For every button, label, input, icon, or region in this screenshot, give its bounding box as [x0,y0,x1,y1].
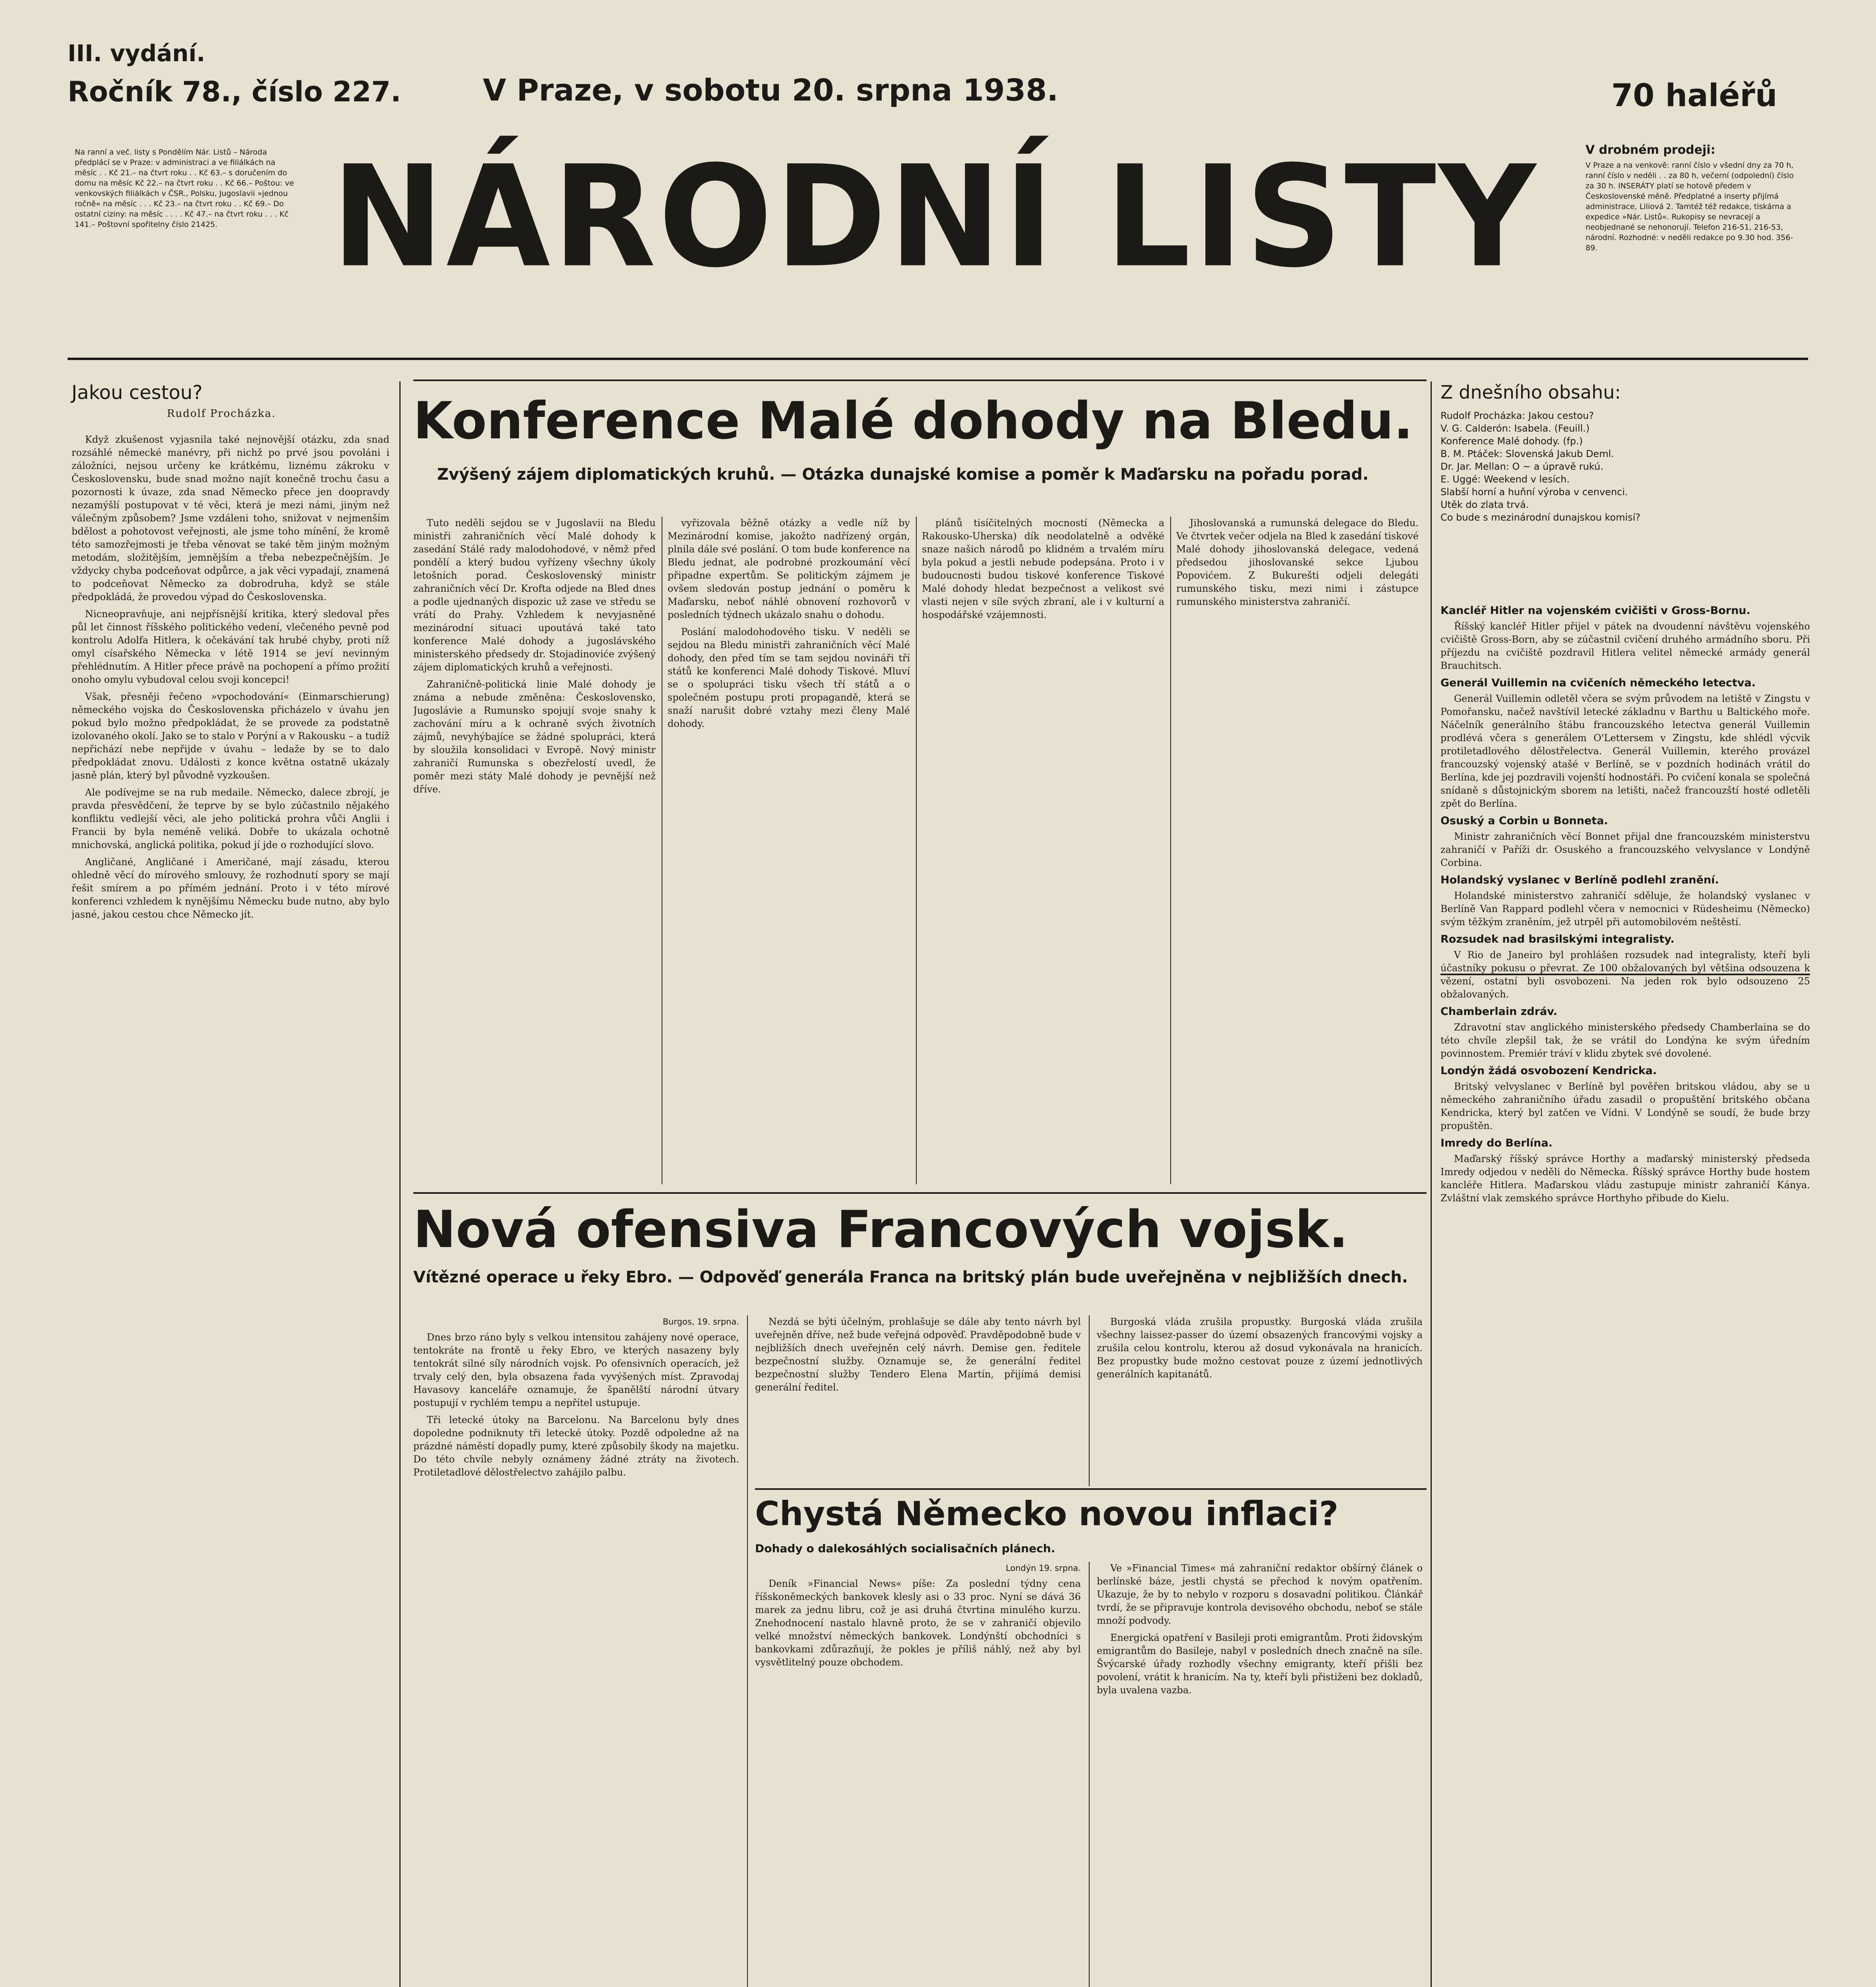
conference-column [668,517,910,1184]
inflation-paragraph: Ve »Financial Times« má zahraniční redaktor obšírný článek o berlínské báze, jestli chystá se přechod k novým opatřením. Ukazuje, že by to nebylo v rozporu s dosavadní politikou. Článkář tvrdí, že se připravuje kontrola devisového obchodu, neboť se stále množí podvody. [1097,1563,1423,1626]
offensive-paragraph: Dnes brzo ráno byly s velkou intensitou zahájeny nové operace, tentokráte na frontě u řeky Ebro, ve kterých nasazeny byly tentokrát silné síly národních vojsk. Po ofensivních operacích, jež trvaly celý den, byla obsazena řada vyvýšených míst. Zpravodaj Havasovy kanceláře oznamuje, že španělští národní útvary postupují v rychlém tempu a nepřítel ustupuje. [413,1332,739,1408]
subscription-box: Na ranní a več. listy s Pondělím Nár. Listů – Národa předplácí se v Praze: v administraci a ve filiálkách na měsíc . . Kč 21.– na čtvrt roku . . Kč 63.– s doručením do domu na měsíc Kč 22.– na čtvrt roku . . Kč 66.– Poštou: ve venkovských filiálkách v ČSR., Polsku, Jugoslavii »jednou ročně« na měsíc . . . Kč 23.– na čtvrt roku . . Kč 69.– Do ostatní ciziny: na měsíc . . . . Kč 47.– na čtvrt roku . . . Kč 141.– Poštovní spořitelny číslo 21425. [75,148,294,229]
contents-item[interactable]: Dr. Jar. Mellan: O ~ a úpravě rukú. [1440,461,1603,472]
editorial-paragraph: Když zkušenost vyjasnila také nejnovější otázku, zda snad rozsáhlé německé manévry, při nichž po prvé jsou povoláni i záložníci, nejsou určeny ke krátkému, liznému zákroku v Československu, bude snad možno najít konečně trochu času a pozornosti k úvaze, zda snad Německo přece jen doopravdy nezamýšlí postupovat v té věci, která je mezi námi, jiným než válečným způsobem? Jsme vzdáleni toho, snižovat v nejmenším bdělost a pohotovost veřejnosti, ale jsme toho mínění, že kromě této samozřejmosti je třeba věnovat se také těm jiným možným metodám, složitějším, jemnějším a třeba nebezpečnějším. Je vždycky chyba podceňovat odpůrce, a jak věci vypadají, znamená to podceňovat Německo za dobrodruha, když se stále předpokládá, že provedou výpad do Československa. [72,434,389,602]
conference-column [413,517,656,1184]
contents-item[interactable]: V. G. Calderón: Isabela. (Feuill.) [1440,423,1590,434]
contents-item[interactable]: Rudolf Procházka: Jakou cestou? [1440,410,1594,421]
contents-item[interactable]: Slabší horní a huňní výroba v cenvenci. [1440,486,1628,498]
editorial-title: Jakou cestou? [72,382,203,404]
brief-title: Holandský vyslanec v Berlíně podlehl zranění. [1440,874,1719,886]
brief-text: Generál Vuillemin odletěl včera se svým průvodem na letiště v Zingstu v Pomořansku, načež navštívil letecké základnu v Barthu u Baltického moře. Náčelník generálního štábu francouzského letectva generál Vuillemin prodlévá včera s generálem O'Lettersem v Zingstu, kde shlédl výcvik protiletadlového dělostřelectva. Generál Vuillemin, kterého provázel francouzský vojenský atašé v Berlíně, se v pozdních hodinách vrátil do Berlína, kde jej pozdravili vojenští hodnostáři. Po cvičení konala se společná snídaně s důstojnickým sborem na letišti, načež francouzští hosté odletěli zpět do Berlína. [1440,693,1810,809]
header-rule [68,358,1808,360]
editorial-paragraph: Však, přesněji řečeno »vpochodování« (Einmarschierung) německého vojska do Československa přicházelo v úvahu jen pokud bylo možno předpokládat, že se provede za podstatně izolovaného okolí. Jako se to stalo v Porýní a v Rakousku – a tudíž nepřichází nebe nepřijde v úvahu – ledaže by se to dalo předpokládat znovu. Události z konce května ostatně ukázaly jasně plán, který byl původně vyzkoušen. [72,691,389,781]
offensive-paragraph: Tři letecké útoky na Barcelonu. Na Barcelonu byly dnes dopoledne podniknuty tři letecké útoky. Pozdě odpoledne až na prázdné náměstí dopadly pumy, které způsobily škody na majetku. Do této chvíle nebyly oznámeny žádné ztráty na životech. Protiletadlové dělostřelectvo zahájilo palbu. [413,1414,739,1478]
column-rule [1089,1562,1090,1987]
brief-text: V Rio de Janeiro byl prohlášen rozsudek nad integralisty, kteří byli účastníky pokusu o převrat. Ze 100 obžalovaných byl většina odsouzena k vězení, ostatní byli osvobozeni. Na jeden rok bylo odsouzeno 25 obžalovaných. [1440,949,1810,1000]
inflation-dateline: Londýn 19. srpna. [1005,1563,1081,1573]
editorial-paragraph: Ale podívejme se na rub medaile. Německo, dalece zbrojí, je pravda přesvědčení, že teprve by se bylo zúčastnilo nějakého konfliktu vedlejší věci, ale jeho politická prohra vůči Anglii i Francii by byla neméně veliká. Dobře to ukázala ochotně mnichovská, anglická politika, pokud jí jde o rozhodující slovo. [72,787,389,850]
brief-title: Rozsudek nad brasilskými integralisty. [1440,933,1675,945]
offensive-paragraph: Burgoská vláda zrušila propustky. Burgoská vláda zrušila všechny laissez-passer do území obsazených francovými vojsky a zrušila celou kontrolu, kterou až dosud vykonávala na hranicích. Bez propustky bude možno cestovat pouze z území jednotlivých generálních kapitanátů. [1097,1316,1423,1380]
contents-title: Z dnešního obsahu: [1440,382,1621,403]
inflation-column [755,1562,1081,1987]
dateline: V Praze, v sobotu 20. srpna 1938. [483,72,1059,108]
contents-item[interactable]: E. Uggé: Weekend v lesích. [1440,474,1570,485]
conference-column [1176,517,1419,1184]
column-rule [916,517,917,1184]
conference-paragraph: vyřizovala běžně otázky a vedle níž by Mezinárodní komise, jakožto nadřízený orgán, plnila dále své poslání. O tom bude konference na Bledu jednat, ale podrobné prozkoumání věcí připadne expertům. Se politickým zájmem je ovšem sledován postup jednání o poměru k Maďarsku, neboť náhlé obnovení rozhovorů v posledních týdnech ukázalo snahu o dohodu. [668,517,910,620]
editorial-body [72,433,389,1987]
editorial-paragraph: Angličané, Angličané i Američané, mají zásadu, kterou ohledně věcí do mírového smlouvy, že rozhodnutí spory se mají řešit smírem a po přímém jednání. Proto i v této mírové konferenci vzhledem k nynějšímu Německu bude nutno, aby bylo jasné, jakou cestou chce Německo jít. [72,856,389,920]
volume-label: Ročník 78., číslo 227. [68,76,401,108]
headline-rule [755,1488,1427,1490]
conference-paragraph: Poslání malodohodového tisku. V neděli se sejdou na Bledu ministři zahraničních věcí Malé dohody, den před tím se tam sejdou novináři tří států ke konferenci Malé dohody Tiskové. Mluví se o spolupráci tisku všech tří států a o společném postupu proti propagandě, která se snaží narušit dobré vztahy mezi členy Malé dohody. [668,626,910,729]
conference-column [922,517,1164,1184]
brief-text: Britský velvyslanec v Berlíně byl pověřen britskou vládou, aby se u německého zahraničního úřadu zasadil o propuštění britského občana Kendricka, který byl zatčen ve Vídni. V Londýně se soudí, že bude brzy propuštěn. [1440,1081,1810,1131]
inflation-column [1097,1562,1423,1987]
offensive-column [413,1315,739,1987]
inflation-paragraph: Energická opatření v Basileji proti emigrantům. Proti židovským emigrantům do Basileje, nabyl v posledních dnech značně na síle. Švýcarské úřady rozhodly všechny emigranty, kteří přišli bez povolení, vrátit k hranicím. Na ty, kteří byli přistiženi bez dokladů, byla uvalena vazba. [1097,1632,1423,1696]
contents-item[interactable]: Konference Malé dohody. (fp.) [1440,436,1583,447]
conference-paragraph: Tuto neděli sejdou se v Jugoslavii na Bledu ministři zahraničních věcí Malé dohody k zasedání Stálé rady malodohodové, v němž před pondělí a který budou vyřízeny všechny úkoly letošních porad. Československý ministr zahraničních věcí Dr. Krofta odjede na Bled dnes a podle ujednaných dispozic už zase ve středu se vrátí do Prahy. Vzhledem k nevyjasněné mezinárodní situaci upoutává také tato konference Malé dohody a jugoslávského ministerského předsedy dr. Stojadinoviće zvýšený zájem diplomatických kruhů a veřejnosti. [413,517,656,673]
retail-box [1586,143,1800,358]
column-rule [399,382,401,1987]
conference-paragraph: Zahraničně-politická linie Malé dohody je známa a nebude změněna: Československo, Jugoslávie a Rumunsko spojují svoje snahy k zachování míru a k ochraně svých životních zájmů, nevyhýbajíce se žádné spolupráci, která by sloužila konsolidaci v Evropě. Nový ministr zahraničí Rumunska s obezřelostí uvedl, že poměr mezi státy Malé dohody je pevnější než dříve. [413,679,656,795]
news-briefs [1440,600,1810,1983]
retail-box-title: V drobném prodeji: [1586,143,1715,157]
brief-title: Londýn žádá osvobození Kendricka. [1440,1065,1657,1077]
brief-text: Ministr zahraničních věcí Bonnet přijal dne francouzském ministerstvu zahraničí v Paříži dr. Osuského a francouzského velvyslance v Londýně Corbina. [1440,831,1810,868]
conference-paragraph: Jihoslovanská a rumunská delegace do Bledu. Ve čtvrtek večer odjela na Bled k zasedání tiskové Malé dohody jihoslovanská delegace, vedená předsedou jihoslovanské sekce Ljubou Popovićem. Z Bukurešti odjeli delegáti rumunského tisku, mezi nimi i zástupce rumunského ministerstva zahraničí. [1176,517,1419,607]
offensive-column [755,1315,1081,1486]
brief-title: Chamberlain zdráv. [1440,1005,1557,1018]
inflation-subhead: Dohady o dalekosáhlých socialisačních plánech. [755,1542,1055,1555]
inflation-headline: Chystá Německo novou inflaci? [755,1494,1339,1533]
headline-rule [413,1192,1427,1194]
brief-text: Říšský kancléř Hitler přijel v pátek na dvoudenní návštěvu vojenského cvičiště Gross-Born, aby se zúčastnil cvičení druhého armádního sboru. Při příjezdu na cvičiště pozdravil Hitlera velitel německé armády generál Brauchitsch. [1440,621,1810,671]
column-rule [747,1315,748,1987]
conference-headline: Konference Malé dohody na Bledu. [413,391,1413,451]
retail-box-text: V Praze a na venkově: ranní číslo v všední dny za 70 h, ranní číslo v neděli . . za 80 h, večerní (odpolední) číslo za 30 h. INSERÁTY platí se hotově předem v Československé měně. Předplatné a inserty přijímá administrace, Liliová 2. Tamtéž též redakce, tiskárna a expedice »Nár. Listů«. Rukopisy se nevracejí a neobjednané se nehonorují. Telefon 216-51, 216-53, národní. Rozhodné: v neděli redakce po 9.30 hod. 356-89. [1586,161,1794,252]
contents-item[interactable]: Co bude s mezinárodní dunajskou komisí? [1440,512,1641,523]
editorial-header [72,382,389,420]
editorial-author: Rudolf Procházka. [167,408,276,420]
brief-title: Imredy do Berlína. [1440,1137,1553,1149]
brief-title: Generál Vuillemin na cvičeních německého letectva. [1440,677,1756,689]
brief-text: Holandské ministerstvo zahraničí sděluje, že holandský vyslanec v Berlíně Van Rappard podlehl včera v nemocnici v Rüdesheimu (Německo) svým těžkým zraněním, jež utrpěl při automobilovém neštěstí. [1440,890,1810,928]
offensive-column [1097,1315,1423,1486]
edition-label: III. vydání. [68,40,205,67]
column-rule [1170,517,1171,1184]
contents-item[interactable]: B. M. Ptáček: Slovenská Jakub Deml. [1440,448,1614,459]
contents-item[interactable]: Utěk do zlata trvá. [1440,499,1529,510]
masthead: NÁRODNÍ LISTY [331,135,1538,298]
brief-text: Zdravotní stav anglického ministerského předsedy Chamberlaina se do této chvíle zlepšil tak, že se vrátil do Londýna ke svým úředním povinnostem. Premiér tráví v klidu zbytek své dovolené. [1440,1022,1810,1059]
column-rule [1431,382,1432,1987]
headline-rule [413,380,1427,381]
brief-text: Maďarský říšský správce Horthy a maďarský ministerský předseda Imredy odjedou v neděli do Německa. Říšský správce Horthy bude hostem kancléře Hitlera. Maďarskou vládu zastupuje ministr zahraničí Kánya. Zvláštní vlak zemského správce Horthyho přibude do Kielu. [1440,1153,1810,1204]
offensive-dateline: Burgos, 19. srpna. [662,1317,739,1327]
column-rule [1089,1315,1090,1486]
brief-title: Osuský a Corbin u Bonneta. [1440,815,1608,827]
inflation-paragraph: Deník »Financial News« píše: Za poslední týdny cena říšskoněmeckých bankovek klesly asi o 33 proc. Nyní se dává 36 marek za jednu libru, což je asi druhá čtvrtina minulého kurzu. Znehodnocení nastalo hlavně proto, že se v zahraničí objevilo velké množství německých bankovek. Londýnští obchodníci s bankovkami zdůrazňují, že pokles je příliš náhlý, než aby byl vysvětlitelný pouze obchodem. [755,1578,1081,1668]
offensive-paragraph: Nezdá se býti účelným, prohlašuje se dále aby tento návrh byl uveřejněn dříve, než bude veřejná odpověď. Pravděpodobně bude v nejbližších dnech uveřejněn celý návrh. Demise gen. ředitele bezpečnostní služby. Oznamuje se, že generální ředitel bezpečnostní služby Tendero Elena Martín, přijímá demisi generální ředitel. [755,1316,1081,1393]
brief-title: Kancléř Hitler na vojenském cvičišti v Gross-Bornu. [1440,604,1750,617]
offensive-subhead: Vítězné operace u řeky Ebro. — Odpověď generála Franca na britský plán bude uveřejněna v nejbližších dnech. [413,1268,1408,1286]
price: 70 haléřů [1611,78,1777,114]
conference-subhead: Zvýšený zájem diplomatických kruhů. — Otázka dunajské komise a poměr k Maďarsku na pořadu porad. [437,465,1369,484]
conference-paragraph: plánů tisíčitelných mocností (Německa a Rakousko-Uherska) dík neodolatelně a odvěké snaze našich národů po klidném a trvalém míru byla pokud a jestli nebude podepsána. Proto i v budoucnosti budou tiskové konference Tiskové Malé dohody hledat bezpečnost a velikost své vlasti nejen v síle svých zbraní, ale i v kulturní a hospodářské vzájemnosti. [922,517,1164,620]
offensive-headline: Nová ofensiva Francových vojsk. [413,1200,1348,1259]
contents-list [1440,409,1810,524]
editorial-paragraph: Nicneopravňuje, ani nejpřísnější kritika, který sledoval přes půl let činnost říšského politického vedení, vlečeného pevně pod kontrolu Adolfa Hitlera, k očekávání tak hrubé chyby, proti níž omyl císařského Německa v létě 1914 se jeví nevinným přehlédnutím. A Hitler přece právě na pochopení a přímo prožití onoho omylu vybudoval celou svoji koncepci! [72,608,389,685]
